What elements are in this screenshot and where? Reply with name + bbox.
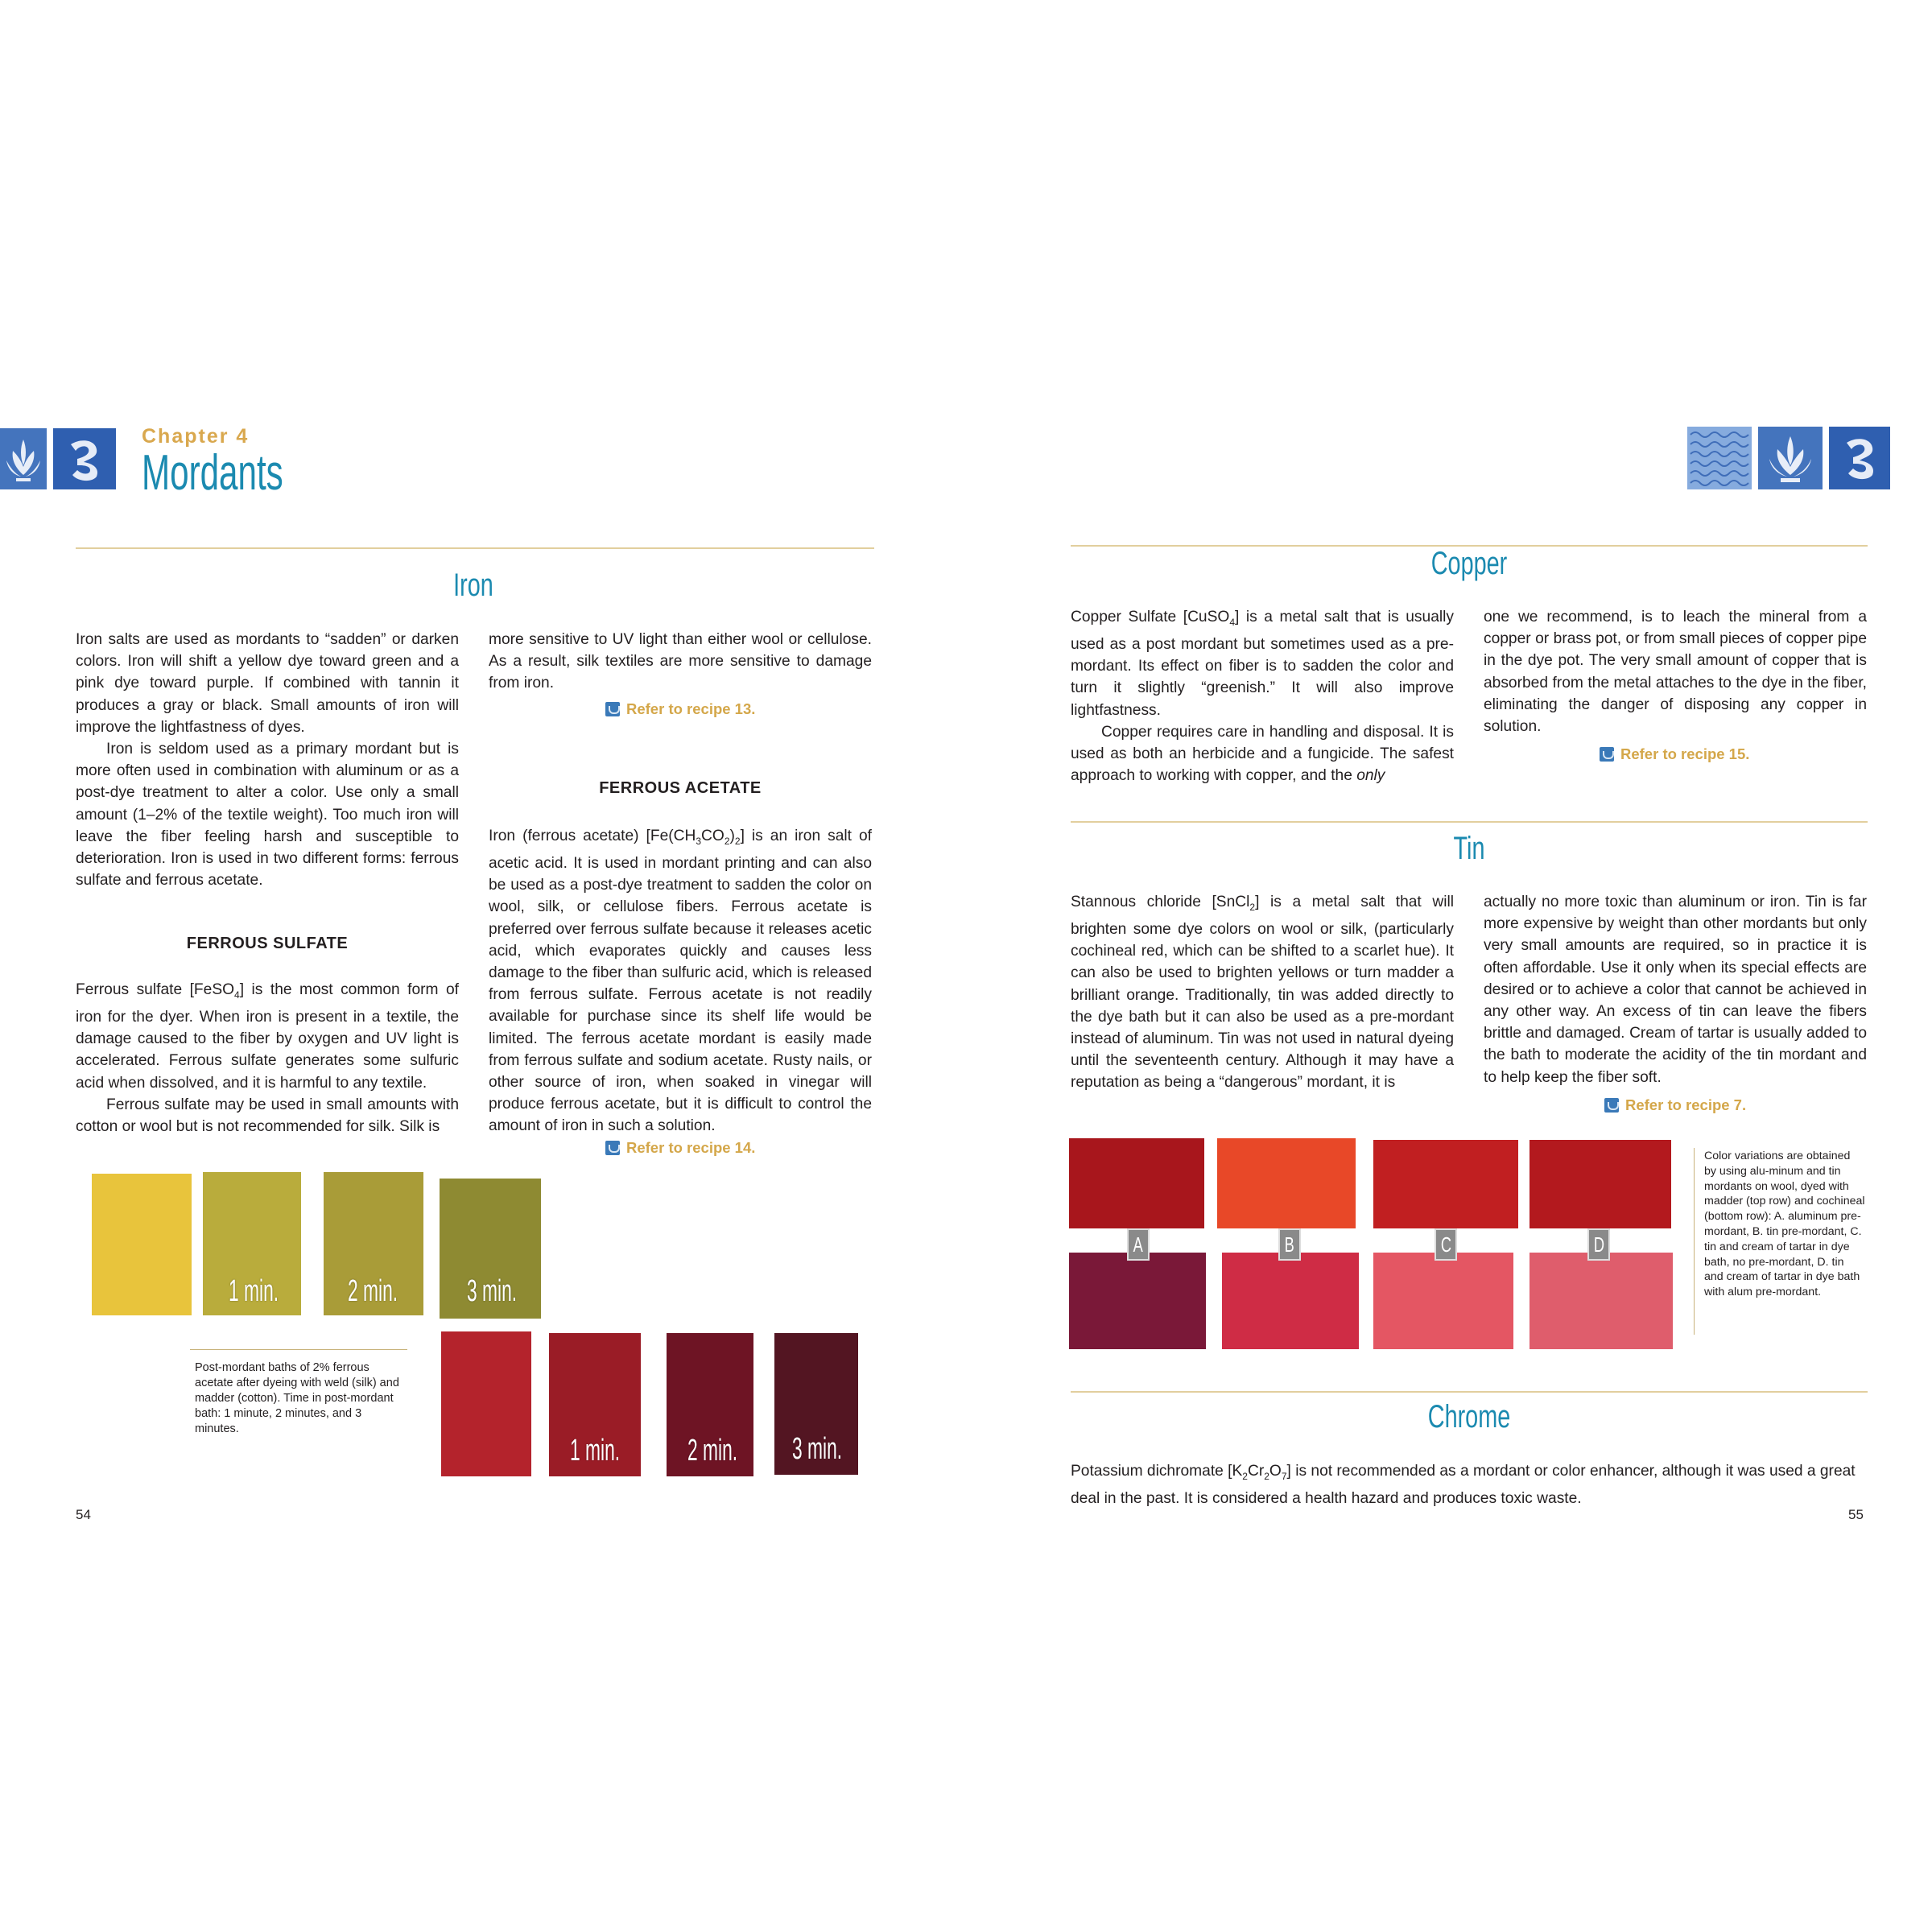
- iron-column-1: [76, 629, 459, 891]
- madder-swatch-2min: [667, 1333, 753, 1476]
- recipe-leaf-icon: [605, 1141, 620, 1155]
- chapter-title: Mordants: [142, 445, 283, 501]
- tin-swatch-b-madder: [1217, 1138, 1356, 1228]
- swirl-icon: [53, 428, 116, 489]
- iron-top-rule: [76, 547, 874, 549]
- recipe-14-link[interactable]: Refer to recipe 14.: [605, 1139, 755, 1157]
- swatch-letter-d: D: [1587, 1228, 1610, 1261]
- recipe-leaf-icon: [1600, 747, 1614, 762]
- swatch-letter-b: B: [1278, 1228, 1301, 1261]
- swatch-letter-c: C: [1435, 1228, 1457, 1261]
- page-number-left: 54: [76, 1507, 91, 1522]
- ferrous-sulfate-paragraph-1: Ferrous sulfate [FeSO$_4$] is the most common form of iron for the dyer. When iron is present in a textile, the damage caused to the fiber by oxygen and UV light is accelerated. Ferrous sulfate generates some sulfuric acid when dissolved, and it is harmful to any textile.: [76, 981, 459, 1092]
- ferrous-acetate-heading: FERROUS ACETATE: [599, 779, 762, 797]
- madder-swatch-control: [441, 1331, 531, 1476]
- recipe-7-link[interactable]: Refer to recipe 7.: [1604, 1096, 1746, 1114]
- iron-section-title: Iron: [453, 568, 493, 603]
- tin-swatch-d-madder: [1530, 1140, 1671, 1228]
- tin-column-1: [1071, 891, 1454, 1094]
- swatch-time-label: 2 min.: [687, 1434, 738, 1468]
- caption-rule: [190, 1349, 407, 1350]
- recipe-leaf-icon: [605, 702, 620, 716]
- ferrous-sulfate-heading: FERROUS SULFATE: [186, 935, 349, 952]
- tin-swatch-c-cochineal: [1373, 1253, 1513, 1349]
- lotus-icon: [1758, 427, 1823, 489]
- chrome-body: [1071, 1460, 1874, 1509]
- iron-swatch-caption: Post-mordant baths of 2% ferrous acetate after dyeing with weld (silk) and madder (cotton). Time in post-mordant bath: 1 minute, 2 minutes, and 3 minutes.: [195, 1361, 399, 1435]
- lotus-stamp-tile-right: [1758, 427, 1823, 489]
- recipe-leaf-icon: [1604, 1098, 1619, 1113]
- tin-swatch-c-madder: [1373, 1140, 1518, 1228]
- tin-paragraph-1: Stannous chloride [SnCl$_2$] is a metal salt that will brighten some dye colors on wool or silk, (particularly cochineal red, which can be shifted to a scarlet hue). It can also be used to brighten yellows or turn madder a brilliant orange. Traditionally, tin was added directly to the dye bath but it can also be used as a pre-mordant instead of aluminum. Tin was not used in natural dyeing until the seventeenth century. Although it may have a reputation as being a “dangerous” mordant, it is: [1071, 894, 1454, 1092]
- chrome-paragraph: Potassium dichromate $[K_2Cr_2O_7]$ is not recommended as a mordant or color enhancer, although it was used a great deal in the past. It is considered a health hazard and produces toxic waste.: [1071, 1463, 1856, 1508]
- iron-paragraph-2: Iron is seldom used as a primary mordant but is more often used in combination with aluminum or as a post-dye treatment to alter a color. Use only a small amount (1–2% of the textile weight). Too much iron will leave the fiber feeling harsh and susceptible to deterioration. Iron is used in two different forms: ferrous sulfate and ferrous acetate.: [76, 741, 459, 890]
- recipe-15-link[interactable]: Refer to recipe 15.: [1600, 745, 1749, 763]
- tin-swatch-d-cochineal: [1530, 1253, 1673, 1349]
- pattern-stamp-tile: [1687, 427, 1752, 489]
- lotus-stamp-tile: [0, 428, 47, 489]
- ferrous-acetate-paragraph: Iron (ferrous acetate) $[Fe(CH_3CO_2)_2]$ is an iron salt of acetic acid. It is used in mordant printing and can also be used as a post-dye treatment to sadden the color on wool, silk, or cellulose fibers. Ferrous acetate is preferred over ferrous sulfate because it releases acetic acid, which evaporates quickly and causes less damage to the fiber than sulfuric acid, which is released from ferrous sulfate. Ferrous acetate is not readily available for purchase since its shelf life would be limited. The ferrous acetate mordant is easily made from ferrous sulfate and sodium acetate. Rusty nails, or other source of iron, when soaked in vinegar will produce ferrous acetate, but it is difficult to control the amount of iron in such a solution.: [489, 828, 872, 1135]
- tin-swatch-a-madder: [1069, 1138, 1204, 1228]
- swatch-time-label: 3 min.: [792, 1432, 843, 1466]
- tin-swatch-a-cochineal: [1069, 1253, 1206, 1349]
- copper-column-2: one we recommend, is to leach the mineral from a copper or brass pot, or from small pieces of copper pipe in the dye pot. The very small amount of copper that is absorbed from the metal attaches to the dye in the fiber, eliminating the danger of disposing any copper in solution.: [1484, 609, 1867, 736]
- weld-swatch-3min: [440, 1179, 541, 1319]
- weld-swatch-control: [92, 1174, 192, 1315]
- swirl-stamp-tile: [53, 428, 116, 489]
- tin-column-2: actually no more toxic than aluminum or iron. Tin is far more expensive by weight than other mordants but only very small amounts are required, so in practice it is often affordable. Use it only when its special effects are desired or to achieve a color that cannot be achieved in any other way. An excess of tin can leave the fibers brittle and damaged. Cream of tartar is usually added to the bath to moderate the acidity of the tin mordant and to help keep the fiber soft.: [1484, 894, 1867, 1086]
- swatch-letter-a: A: [1127, 1228, 1150, 1261]
- ferrous-sulfate-paragraph-2: Ferrous sulfate may be used in small amounts with cotton or wool but is not recommended for silk. Silk is: [76, 1096, 459, 1136]
- tin-caption-divider: [1694, 1148, 1695, 1335]
- copper-paragraph-1: Copper Sulfate [CuSO$_4$] is a metal salt that is usually used as a post mordant but sometimes used as a pre-mordant. Its effect on fiber is to sadden the color and turn it slightly “greenish.” It will also improve lightfastness.: [1071, 609, 1454, 719]
- pattern-icon: [1687, 427, 1752, 489]
- copper-paragraph-2: Copper requires care in handling and disposal. It is used as both an herbicide and a fungicide. The safest approach to working with copper, and the only: [1071, 723, 1454, 785]
- tin-swatch-b-cochineal: [1222, 1253, 1359, 1349]
- tin-top-rule: [1071, 821, 1868, 823]
- ferrous-sulfate-body: [76, 979, 459, 1137]
- weld-swatch-1min: [203, 1172, 301, 1315]
- madder-swatch-1min: [549, 1333, 641, 1476]
- madder-swatch-3min: [774, 1333, 858, 1475]
- tin-section-title: Tin: [1453, 831, 1485, 866]
- iron-column-2-top: more sensitive to UV light than either wool or cellulose. As a result, silk textiles are more sensitive to damage from iron.: [489, 631, 872, 692]
- chapter-label: Chapter 4: [142, 425, 250, 448]
- iron-paragraph-1: Iron salts are used as mordants to “sadden” or darken colors. Iron will shift a yellow dye toward green and a pink dye toward purple. If combined with tannin it produces a gray or black. Small amounts of iron will improve the lightfastness of dyes.: [76, 631, 459, 736]
- tin-swatch-caption: Color variations are obtained by using alu-minum and tin mordants on wool, dyed with madder (top row) and cochineal (bottom row): A. aluminum pre-mordant, B. tin pre-mordant, C. tin and cream of tartar in dye bath, no pre-mordant, D. tin and cream of tartar in dye bath with alum pre-mordant.: [1704, 1150, 1865, 1299]
- copper-section-title: Copper: [1430, 546, 1508, 581]
- chrome-section-title: Chrome: [1427, 1399, 1511, 1435]
- ferrous-acetate-body: [489, 825, 872, 1137]
- swirl-icon: [1829, 427, 1890, 489]
- swatch-time-label: 1 min.: [229, 1274, 279, 1308]
- swirl-stamp-tile-right: [1829, 427, 1890, 489]
- recipe-13-link[interactable]: Refer to recipe 13.: [605, 700, 755, 718]
- chrome-top-rule: [1071, 1391, 1868, 1393]
- page-number-right: 55: [1848, 1507, 1864, 1522]
- swatch-time-label: 1 min.: [570, 1434, 621, 1468]
- copper-column-1: [1071, 606, 1454, 786]
- weld-swatch-2min: [324, 1172, 423, 1315]
- swatch-time-label: 3 min.: [467, 1274, 518, 1308]
- swatch-time-label: 2 min.: [348, 1274, 398, 1308]
- lotus-icon: [0, 428, 47, 489]
